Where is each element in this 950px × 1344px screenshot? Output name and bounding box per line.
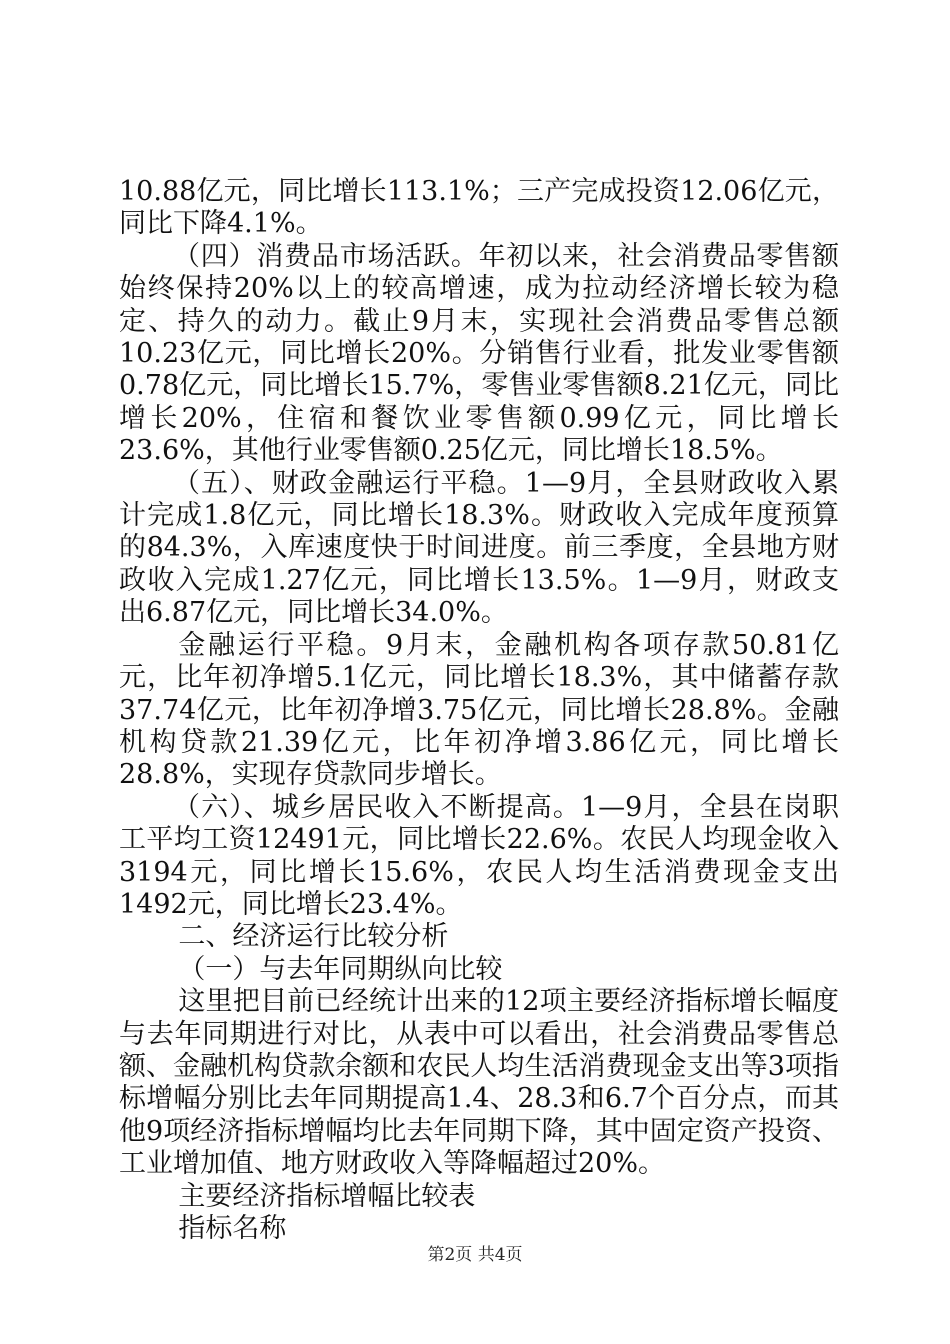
page-footer: 第2页 共4页 [427, 1245, 523, 1265]
table-title: 主要经济指标增幅比较表 [178, 1180, 476, 1212]
paragraph-resident-income: （六）、城乡居民收入不断提高。1—9月，全县在岗职工平均工资12491元，同比增长22.6%。农民人均现金收入3194元，同比增长15.6%，农民人均生活消费现金支出1492元，同比增长23.4%。 [119, 791, 839, 920]
paragraph-consumer-market: （四）消费品市场活跃。年初以来，社会消费品零售额始终保持20%以上的较高增速，成为拉动经济增长较为稳定、持久的动力。截止9月末，实现社会消费品零售总额10.23亿元，同比增长20%。分销售行业看，批发业零售额0.78亿元，同比增长15.7%，零售业零售额8.21亿元，同比增长20%，住宿和餐饮业零售额0.99亿元，同比增长23.6%，其他行业零售额0.25亿元，同比增长18.5%。 [119, 240, 839, 467]
section-heading-comparison: 二、经济运行比较分析 [178, 921, 449, 953]
paragraph-financial-operations: 金融运行平稳。9月末，金融机构各项存款50.81亿元，比年初净增5.1亿元，同比增长18.3%，其中储蓄存款37.74亿元，比年初净增3.75亿元，同比增长28.8%。金融机构贷款21.39亿元，比年初净增3.86亿元，同比增长28.8%，实现存贷款同步增长。 [119, 629, 839, 791]
paragraph-continuation: 10.88亿元，同比增长113.1%；三产完成投资12.06亿元，同比下降4.1%。 [119, 176, 839, 240]
document-body [119, 176, 839, 1245]
paragraph-fiscal-finance: （五）、财政金融运行平稳。1—9月，全县财政收入累计完成1.8亿元，同比增长18.3%。财政收入完成年度预算的84.3%，入库速度快于时间进度。前三季度，全县地方财政收入完成1.27亿元，同比增长13.5%。1—9月，财政支出6.87亿元，同比增长34.0%。 [119, 467, 839, 629]
table-header-indicator-name: 指标名称 [178, 1213, 287, 1244]
paragraph-comparison-analysis: 这里把目前已经统计出来的12项主要经济指标增长幅度与去年同期进行对比，从表中可以看出，社会消费品零售总额、金融机构贷款余额和农民人均生活消费现金支出等3项指标增幅分别比去年同期提高1.4、28.3和6.7个百分点，而其他9项经济指标增幅均比去年同期下降，其中固定资产投资、工业增加值、地方财政收入等降幅超过20%。 [119, 986, 839, 1180]
subsection-heading-yoy: （一）与去年同期纵向比较 [178, 953, 503, 985]
